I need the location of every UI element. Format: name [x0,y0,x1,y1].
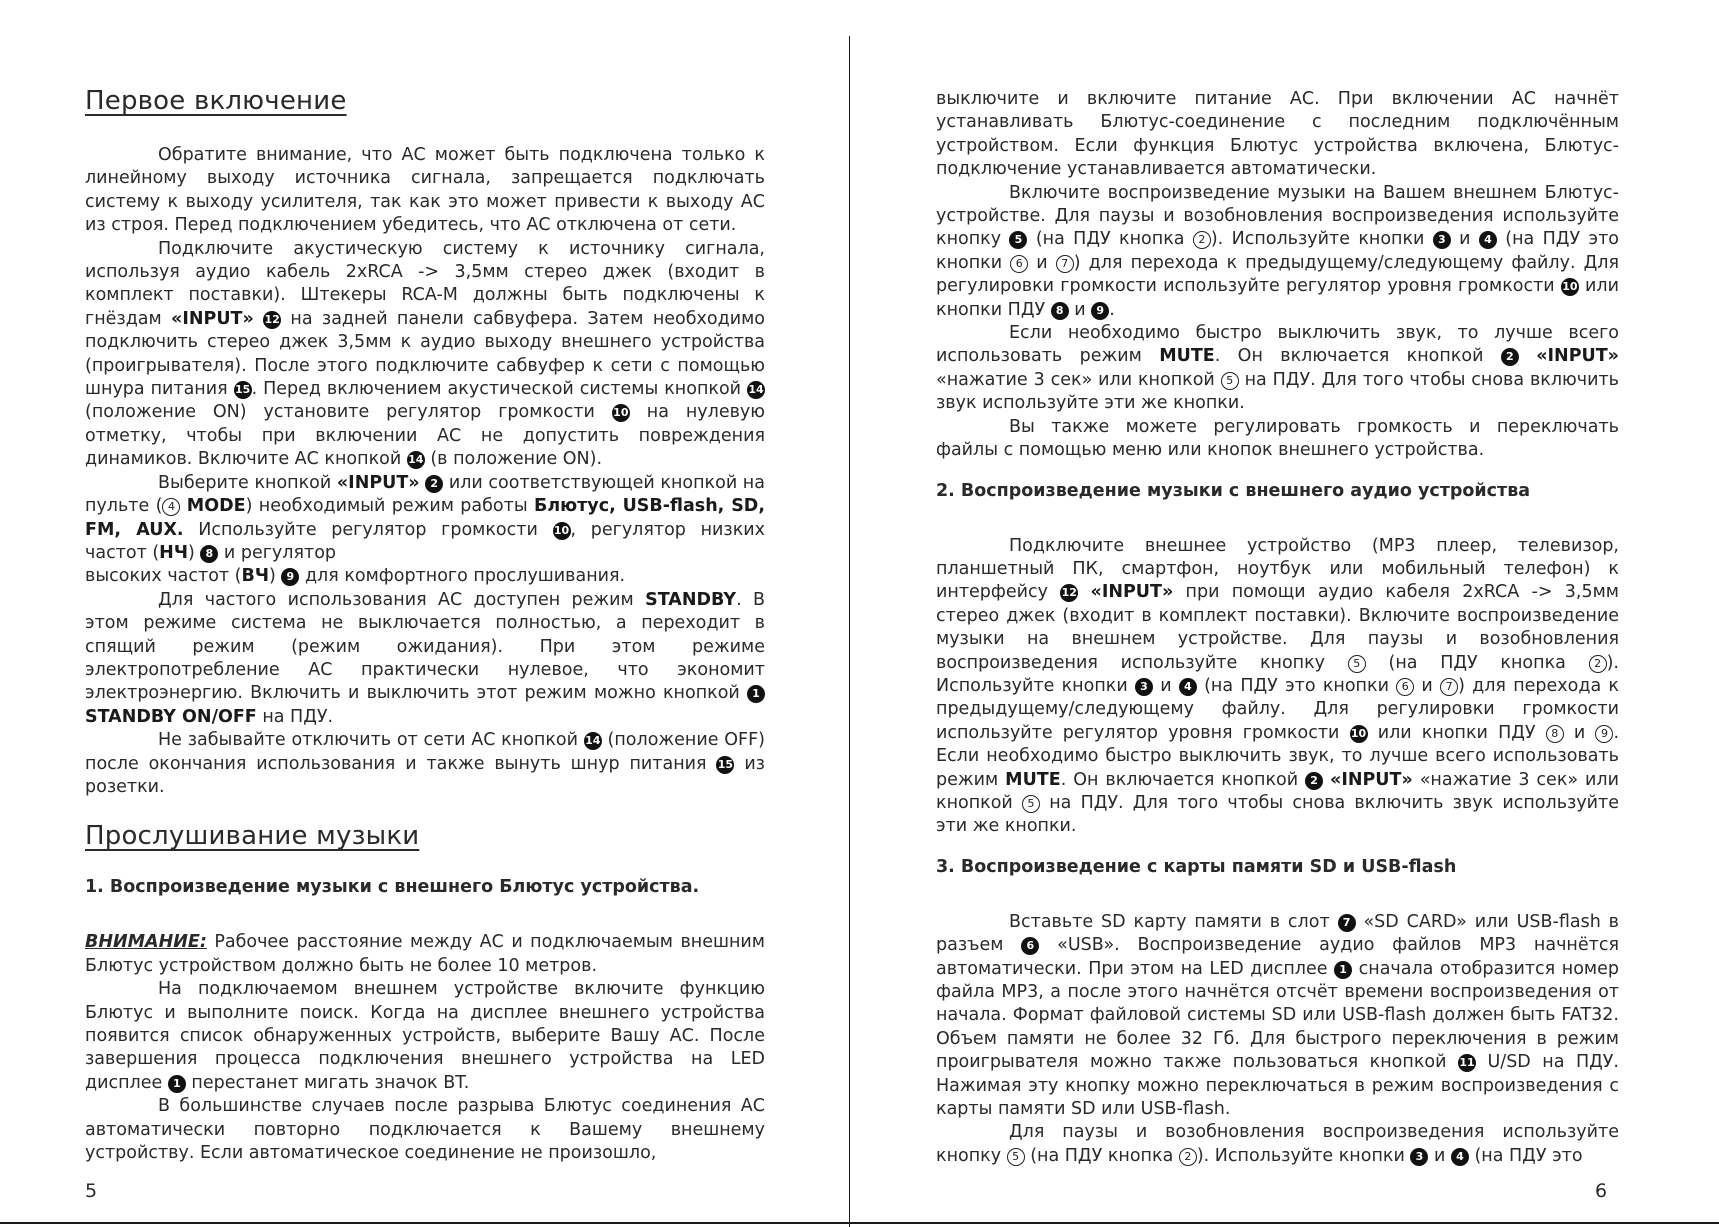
paragraph: Для частого использования АС доступен режим STANDBY. В этом режиме система не выключается полностью, а переходит в спящий режим (режим ожидания). При этом режиме электропотребление АС практически нулевое, что экономит электроэнергию. Включить и выключить этот режим можно кнопкой 1 STANDBY ON/OFF на ПДУ. [85,589,765,727]
marker-3: 3 [1433,231,1451,249]
marker-1: 1 [747,685,765,703]
left-column [85,86,765,1165]
marker-1: 1 [1334,961,1352,979]
paragraph: Выберите кнопкой «INPUT» 2 или соответствующей кнопкой на пульте ( 4 MODE) необходимый режим работы Блютус, USB-flash, SD, FM, AUX. Используйте регулятор громкости 10, регулятор низких частот (НЧ) 8 и регулятор [85,472,765,563]
right-column [936,88,1619,1168]
paragraph: выключите и включите питание АС. При включении АС начнёт устанавливать Блютус-соединение с последним подключённым устройством. Если функция Блютус устройства включена, Блютус-подключение устанавливается автоматически. [936,89,1619,180]
paragraph: Обратите внимание, что АС может быть подключена только к линейному выходу источника сигнала, запрещается подключать систему к выходу усилителя, так как это может привести к выходу АС из строя. Перед подключением убедитесь, что АС отключена от сети. [85,145,765,236]
marker-11: 11 [1458,1054,1476,1072]
marker-5: 5 [1221,372,1239,390]
marker-2: 2 [1305,772,1323,790]
marker-2: 2 [1193,231,1211,249]
warning-label: ВНИМАНИЕ: [85,932,207,953]
marker-2: 2 [1589,655,1607,673]
marker-14: 14 [407,451,425,469]
marker-15: 15 [234,381,252,399]
marker-8: 8 [1546,725,1564,743]
marker-15: 15 [716,756,734,774]
paragraph: Для паузы и возобновления воспроизведения используйте кнопку 5 (на ПДУ кнопка 2 ). Используйте кнопки 3 и 4 (на ПДУ это [936,1122,1619,1166]
marker-7: 7 [1338,914,1356,932]
paragraph: Вставьте SD карту памяти в слот 7 «SD CARD» или USB-flash в разъем 6 «USB». Воспроизведение аудио файлов MP3 начнётся автоматически. При этом на LED дисплее 1 сначала отобразится номер файла MP3, а после этого начнётся отсчёт времени воспроизведения от начала. Формат файловой системы SD или USB-flash должен быть FAT32. Объем памяти не более 32 Гб. Для быстрого переключения в режим проигрывателя можно также пользоваться кнопкой 11 U/SD на ПДУ. Нажимая эту кнопку можно переключаться в режим воспроизведения с карты памяти SD или USB-flash. [936,911,1619,1120]
marker-5: 5 [1009,231,1027,249]
marker-5: 5 [1348,655,1366,673]
marker-6: 6 [1396,678,1414,696]
marker-6: 6 [1010,255,1028,273]
paragraph-warning: ВНИМАНИЕ: Рабочее расстояние между АС и подключаемым внешним Блютус устройством должно быть не более 10 метров. [85,932,765,976]
marker-7: 7 [1056,255,1074,273]
marker-2: 2 [1179,1148,1197,1166]
marker-2: 2 [1501,348,1519,366]
marker-10: 10 [1561,278,1579,296]
paragraph: Вы также можете регулировать громкость и переключать файлы с помощью меню или кнопок внешнего устройства. [936,416,1619,461]
marker-4: 4 [1479,231,1497,249]
marker-10: 10 [612,404,630,422]
marker-5: 5 [1022,795,1040,813]
marker-4: 4 [1179,678,1197,696]
marker-8: 8 [1051,302,1069,320]
marker-9: 9 [1091,302,1109,320]
marker-12: 12 [263,311,281,329]
marker-3: 3 [1135,678,1153,696]
marker-8: 8 [200,545,218,563]
paragraph: В большинстве случаев после разрыва Блютус соединения АС автоматически повторно подключается к Вашему внешнему устройству. Если автоматическое соединение не произошло, [85,1096,765,1164]
page-right [851,0,1719,1227]
paragraph: высоких частот (ВЧ) 9 для комфортного прослушивания. [85,566,626,587]
marker-3: 3 [1410,1148,1428,1166]
marker-9: 9 [281,568,299,586]
page-number-left: 5 [85,1180,98,1202]
marker-5: 5 [1007,1148,1025,1166]
paragraph: Подключите внешнее устройство (MP3 плеер, телевизор, планшетный ПК, смартфон, ноутбук или мобильный телефон) к интерфейсу 12 «INPUT» при помощи аудио кабеля 2хRCA -> 3,5мм стерео джек (входит в комплект поставки). Включите воспроизведение музыки на внешнем устройстве. Для паузы и возобновления воспроизведения используйте кнопку 5 (на ПДУ кнопка 2 ). Используйте кнопки 3 и 4 (на ПДУ это кнопки 6 и 7 ) для перехода к предыдущему/следующему файлу. Для регулировки громкости используйте регулятор уровня громкости 10 или кнопки ПДУ 8 и 9 . Если необходимо быстро выключить звук, то лучше всего использовать режим MUTE. Он включается кнопкой 2 «INPUT» «нажатие 3 сек» или кнопкой 5 на ПДУ. Для того чтобы снова включить звук используйте эти же кнопки. [936,535,1620,837]
paragraph: Если необходимо быстро выключить звук, то лучше всего использовать режим MUTE. Он включается кнопкой 2 «INPUT» «нажатие 3 сек» или кнопкой 5 на ПДУ. Для того чтобы снова включить звук используйте эти же кнопки. [936,323,1619,414]
subsection-title-sd-usb: 3. Воспроизведение с карты памяти SD и USB-flash [936,856,1457,877]
paragraph: На подключаемом внешнем устройстве включите функцию Блютус и выполните поиск. Когда на дисплее внешнего устройства появится список обнаруженных устройств, выберите Вашу АС. После завершения процесса подключения внешнего устройства на LED дисплее 1 перестанет мигать значок BT. [85,979,765,1093]
page-left [0,0,850,1227]
section-title-first-power-on: Первое включение [85,86,347,116]
marker-6: 6 [1021,937,1039,955]
section-title-listening: Прослушивание музыки [85,821,420,852]
marker-10: 10 [1350,725,1368,743]
paragraph: Включите воспроизведение музыки на Вашем внешнем Блютус-устройстве. Для паузы и возобновления воспроизведения используйте кнопку 5 (на ПДУ кнопка 2 ). Используйте кнопки 3 и 4 (на ПДУ это кнопки 6 и 7 ) для перехода к предыдущему/следующему файлу. Для регулировки громкости используйте регулятор уровня громкости 10 или кнопки ПДУ 8 и 9 . [936,182,1620,320]
paragraph: Подключите акустическую систему к источнику сигнала, используя аудио кабель 2хRCA -> 3,5мм стерео джек (входит в комплект поставки). Штекеры RCA-M должны быть подключены к гнёздам «INPUT» 12 на задней панели сабвуфера. Затем необходимо подключить стерео джек 3,5мм к аудио выходу внешнего устройства (проигрывателя). После этого подключите сабвуфер к сети с помощью шнура питания 15. Перед включением акустической системы кнопкой 14 (положение ON) установите регулятор громкости 10 на нулевую отметку, чтобы при включении АС не допустить повреждения динамиков. Включите АС кнопкой 14 (в положение ON). [85,238,765,470]
subsection-title-external-audio: 2. Воспроизведение музыки с внешнего аудио устройства [936,480,1531,501]
marker-12: 12 [1060,584,1078,602]
marker-10: 10 [553,522,571,540]
marker-2: 2 [425,475,443,493]
marker-9: 9 [1595,725,1613,743]
subsection-title-bluetooth: 1. Воспроизведение музыки с внешнего Блютус устройства. [85,877,700,898]
paragraph: Не забывайте отключить от сети АС кнопкой 14 (положение OFF) после окончания использования и также вынуть шнур питания 15 из розетки. [85,730,766,797]
marker-1: 1 [168,1075,186,1093]
marker-4: 4 [1451,1148,1469,1166]
marker-4: 4 [162,498,180,516]
marker-14: 14 [747,381,765,399]
marker-14: 14 [584,732,602,750]
marker-7: 7 [1440,678,1458,696]
page-number-right: 6 [1595,1180,1608,1202]
